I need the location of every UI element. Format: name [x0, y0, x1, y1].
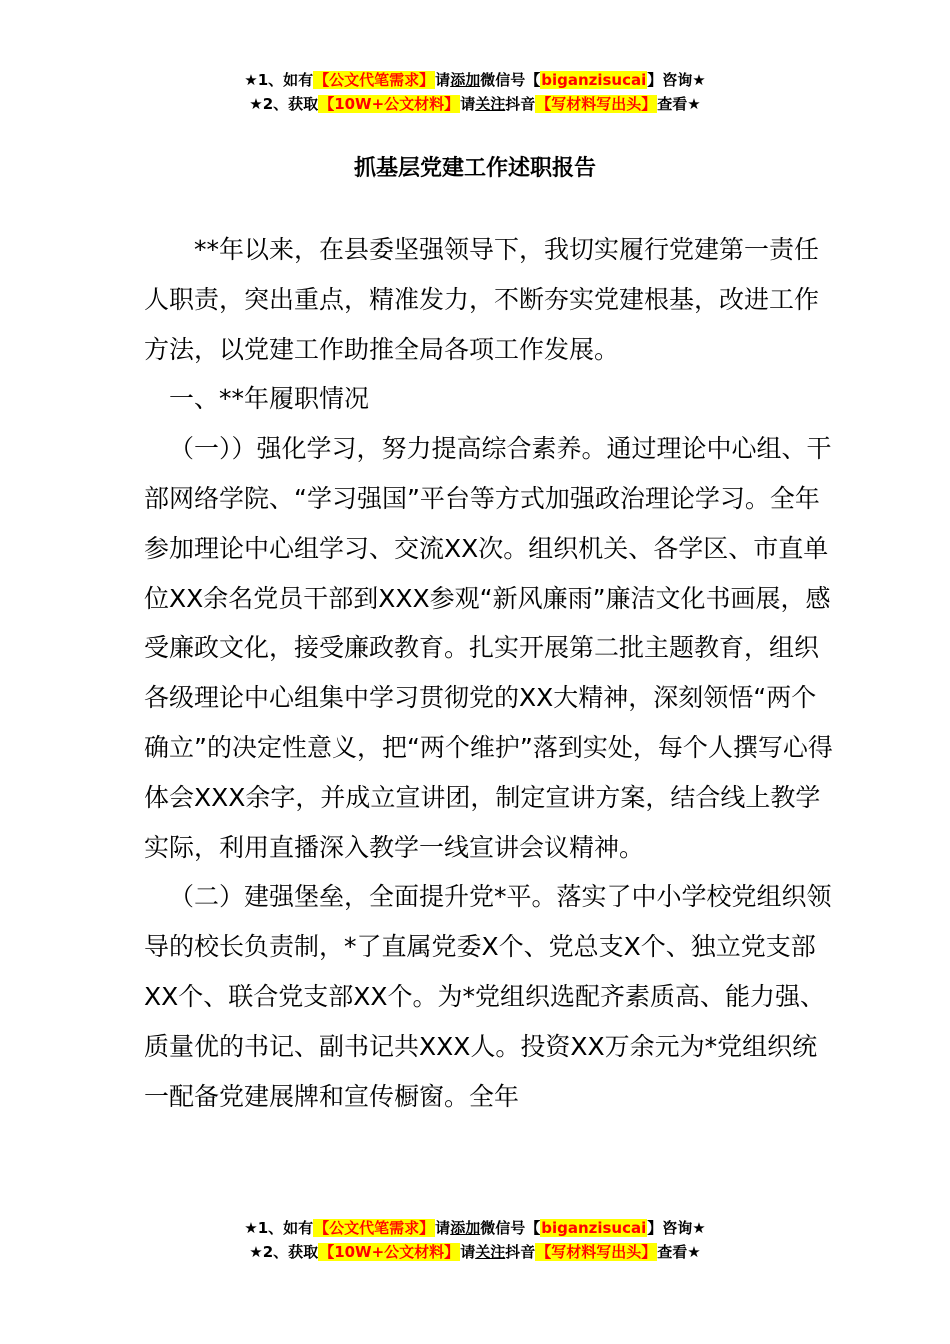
document-body [144, 225, 834, 1121]
document-title: 抓基层党建工作述职报告 [353, 156, 596, 181]
banner-text: ★2、获取 [249, 1243, 319, 1261]
highlight-wechat-id: biganzisucai [541, 1219, 647, 1237]
highlight-service: 【公文代笔需求】 [314, 71, 435, 89]
paragraph-study: （一））强化学习，努力提高综合素养。通过理论中心组、干部网络学院、“学习强国”平台等方式加强政治理论学习。全年参加理论中心组学习、交流XX次。组织机关、各学区、市直单位XX余名党员干部到XXX参观“新风廉雨”廉洁文化书画展，感受廉政文化，接受廉政教育。扎实开展第二批主题教育，组织各级理论中心组集中学习贯彻党的XX大精神，深刻领悟“两个确立”的决定性意义，把“两个维护”落到实处，每个人撰写心得体会XXX余字，并成立宣讲团，制定宣讲方案，结合线上教学实际，利用直播深入教学一线宣讲会议精神。 [144, 434, 833, 862]
header-banner-line-1 [0, 68, 950, 92]
banner-text: 请 [435, 1219, 451, 1237]
banner-text: ★1、如有 [244, 71, 314, 89]
underlined-text: 关注 [475, 1243, 506, 1261]
underlined-text: 关注 [475, 95, 506, 113]
banner-text: 请 [460, 1243, 476, 1261]
banner-text: 请 [435, 71, 451, 89]
header-banner [0, 68, 950, 116]
banner-text: 查看★ [657, 95, 701, 113]
highlight-wechat-id: biganzisucai [541, 71, 647, 89]
paragraph-organization: （二）建强堡垒，全面提升党*平。落实了中小学校党组织领导的校长负责制，*了直属党委X个、党总支X个、独立党支部XX个、联合党支部XX个。为*党组织选配齐素质高、能力强、质量优的书记、副书记共XXX人。投资XX万余元为*党组织统一配备党建展牌和宣传橱窗。全年 [144, 882, 832, 1111]
paragraph-intro: **年以来，在县委坚强领导下，我切实履行党建第一责任人职责，突出重点，精准发力，不断夯实党建根基，改进工作方法，以党建工作助推全局各项工作发展。 [144, 235, 820, 364]
footer-banner [0, 1216, 950, 1264]
banner-text: 】咨询★ [647, 1219, 706, 1237]
highlight-materials: 【10W+公文材料】 [319, 1243, 460, 1261]
footer-banner-line-1 [0, 1216, 950, 1240]
banner-text: 抖音 [505, 95, 536, 113]
highlight-service: 【公文代笔需求】 [314, 1219, 435, 1237]
banner-text: ★1、如有 [244, 1219, 314, 1237]
banner-text: 微信号【 [480, 71, 541, 89]
banner-text: 】咨询★ [647, 71, 706, 89]
banner-text: 微信号【 [480, 1219, 541, 1237]
banner-text: 查看★ [657, 1243, 701, 1261]
banner-text: 请 [460, 95, 476, 113]
banner-text: 抖音 [505, 1243, 536, 1261]
footer-banner-line-2 [0, 1240, 950, 1264]
banner-text: ★2、获取 [249, 95, 319, 113]
section-heading-1: 一、**年履职情况 [169, 384, 370, 414]
highlight-douyin: 【写材料写出头】 [536, 1243, 657, 1261]
header-banner-line-2 [0, 92, 950, 116]
highlight-douyin: 【写材料写出头】 [536, 95, 657, 113]
underlined-text: 添加 [450, 1219, 481, 1237]
highlight-materials: 【10W+公文材料】 [319, 95, 460, 113]
underlined-text: 添加 [450, 71, 481, 89]
